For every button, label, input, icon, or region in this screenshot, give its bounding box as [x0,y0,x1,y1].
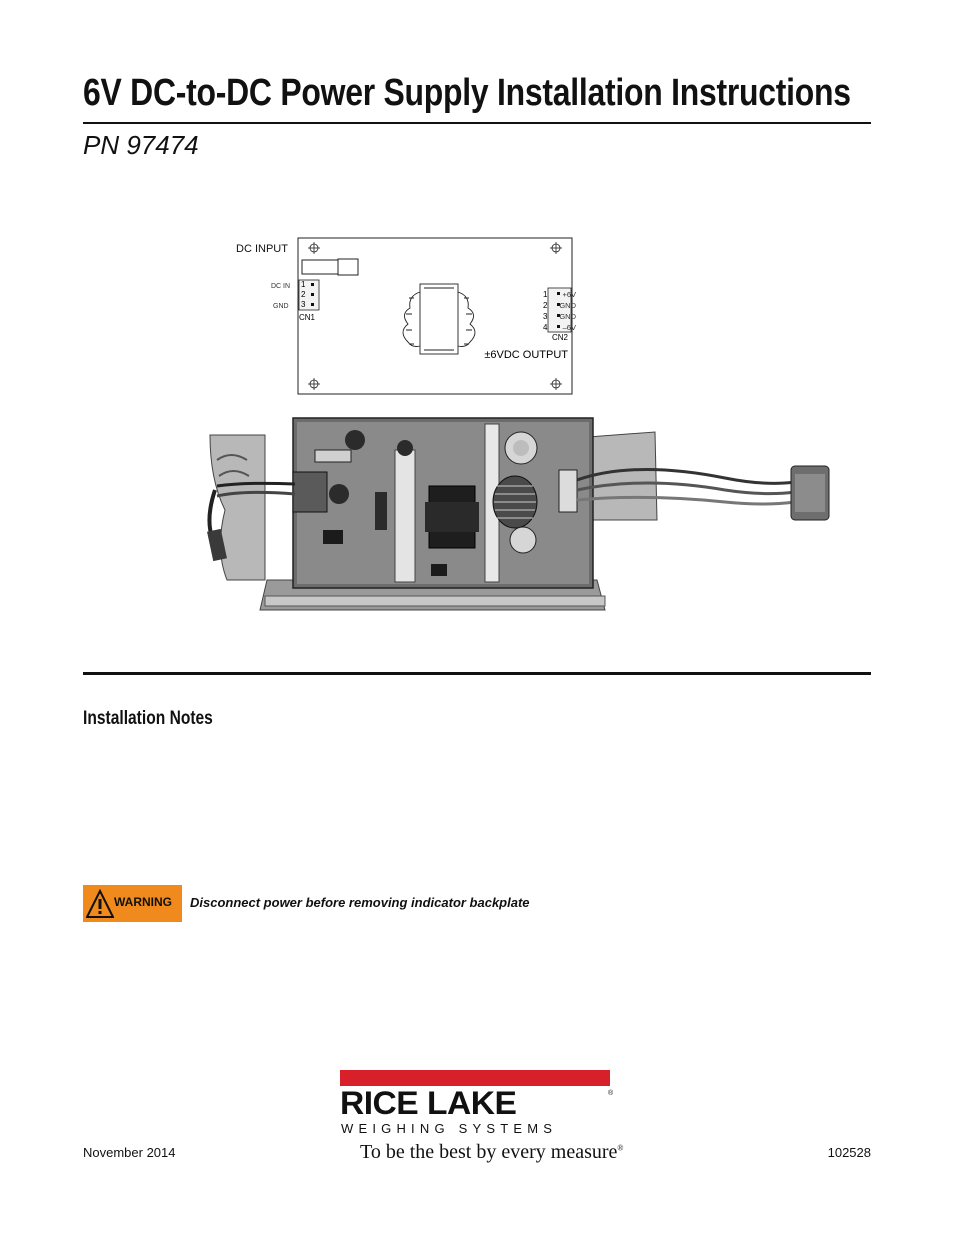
logo-tagline-text: To be the best by every measure [360,1141,618,1163]
power-supply-board-photo [205,390,865,620]
output-label: ±6VDC OUTPUT [484,349,568,361]
logo-tagline [360,1141,623,1164]
logo-name: RICE LAKE [340,1085,517,1121]
cn2-pin-1: 1 [543,290,548,299]
warning-triangle-icon [86,889,114,919]
cn2-name: CN2 [552,333,569,342]
cn1-pin-3: 3 [301,300,306,309]
section-divider [83,672,871,675]
cn1-name: CN1 [299,313,316,322]
installation-notes-heading: Installation Notes [83,708,213,729]
cn2-label-1: +6V [562,290,576,299]
footer-date: November 2014 [83,1145,176,1160]
warning-badge [83,885,182,922]
footer-doc-number: 102528 [827,1145,871,1160]
cn2-pin-2: 2 [543,301,548,310]
cn1-label-dc-in: DC IN [271,283,291,290]
title-divider [83,122,871,124]
cn2-label-4: –6V [562,323,576,332]
board-schematic [234,234,576,398]
warning-message: Disconnect power before removing indicator backplate [190,895,530,910]
cn1-pin-2: 2 [301,290,306,299]
cn1-pin-1: 1 [301,280,306,289]
page-title: 6V DC-to-DC Power Supply Installation Instructions [83,72,851,114]
logo-subtitle: WEIGHING SYSTEMS [341,1121,558,1136]
dc-input-label: DC INPUT [236,243,288,255]
cn2-label-2: GND [559,301,576,310]
cn1-label-gnd: GND [273,303,289,310]
warning-label: WARNING [114,895,172,909]
fuse-icon [302,259,358,275]
part-number: PN 97474 [83,130,199,160]
logo-red-bar [340,1070,610,1086]
cn2-pin-3: 3 [543,312,548,321]
cn2-label-3: GND [559,312,576,321]
cn2-pin-4: 4 [543,323,548,332]
rice-lake-logo [336,1068,626,1168]
logo-registered-mark: ® [608,1090,614,1097]
logo-tagline-reg: ® [617,1143,624,1153]
